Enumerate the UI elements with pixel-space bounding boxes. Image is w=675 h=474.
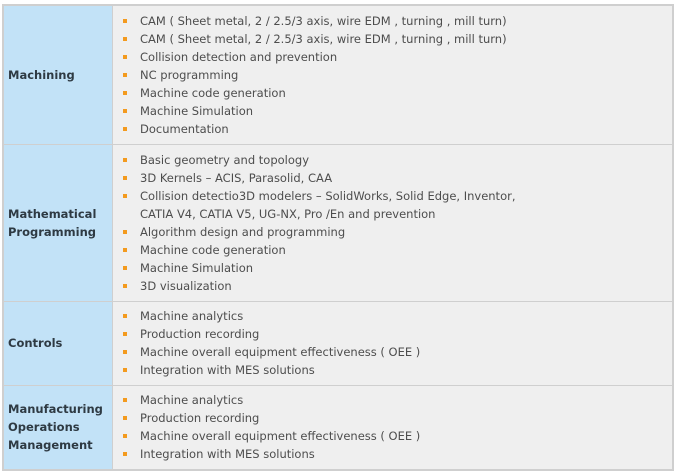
- item-text: NC programming: [140, 68, 239, 83]
- square-bullet-icon: [123, 314, 127, 318]
- category-cell-manufacturing-operations-management: [4, 386, 112, 469]
- list-item: [119, 325, 672, 343]
- services-table: [3, 5, 673, 470]
- square-bullet-icon: [123, 176, 127, 180]
- list-item: [119, 409, 672, 427]
- category-label: Mathematical: [8, 206, 97, 221]
- square-bullet-icon: [123, 127, 127, 131]
- item-text: CAM ( Sheet metal, 2 / 2.5/3 axis, wire EDM , turning , mill turn): [140, 32, 507, 47]
- square-bullet-icon: [123, 19, 127, 23]
- item-text: Machine code generation: [140, 86, 286, 101]
- square-bullet-icon: [123, 37, 127, 41]
- item-text-continued: CATIA V4, CATIA V5, UG-NX, Pro /En and prevention: [140, 206, 436, 221]
- item-text: 3D Kernels – ACIS, Parasolid, CAA: [140, 170, 333, 185]
- item-list: [119, 12, 672, 138]
- list-item: [119, 169, 672, 187]
- item-list: [119, 307, 672, 379]
- category-label: Controls: [8, 336, 63, 351]
- square-bullet-icon: [123, 332, 127, 336]
- items-cell-manufacturing-operations-management: [113, 386, 672, 469]
- item-text: Machine analytics: [140, 309, 244, 324]
- square-bullet-icon: [123, 398, 127, 402]
- square-bullet-icon: [123, 91, 127, 95]
- square-bullet-icon: [123, 230, 127, 234]
- item-text: Integration with MES solutions: [140, 447, 315, 462]
- table-row-manufacturing-operations-management: [4, 386, 672, 469]
- square-bullet-icon: [123, 368, 127, 372]
- items-cell-machining: [113, 6, 672, 144]
- category-label: Operations: [8, 420, 80, 435]
- square-bullet-icon: [123, 266, 127, 270]
- list-item: [119, 66, 672, 84]
- item-text: Production recording: [140, 327, 260, 342]
- list-item: [119, 151, 672, 169]
- category-cell-machining: [4, 6, 112, 144]
- category-cell-mathematical-programming: [4, 145, 112, 300]
- item-text: Machine overall equipment effectiveness ( OEE ): [140, 345, 421, 360]
- list-item: [119, 427, 672, 445]
- square-bullet-icon: [123, 194, 127, 198]
- item-text: Machine Simulation: [140, 260, 254, 275]
- item-text: Collision detectio3D modelers – SolidWorks, Solid Edge, Inventor,: [140, 188, 516, 203]
- item-text: Algorithm design and programming: [140, 224, 346, 239]
- category-label: Management: [8, 438, 93, 453]
- item-text: Basic geometry and topology: [140, 152, 309, 167]
- table-row-controls: [4, 302, 672, 385]
- items-cell-controls: [113, 302, 672, 385]
- item-text: Collision detection and prevention: [140, 50, 338, 65]
- square-bullet-icon: [123, 416, 127, 420]
- square-bullet-icon: [123, 109, 127, 113]
- list-item: [119, 277, 672, 295]
- square-bullet-icon: [123, 434, 127, 438]
- item-list: [119, 151, 672, 295]
- square-bullet-icon: [123, 55, 127, 59]
- item-text: Production recording: [140, 411, 260, 426]
- square-bullet-icon: [123, 452, 127, 456]
- item-text: Machine analytics: [140, 393, 244, 408]
- item-text: Integration with MES solutions: [140, 363, 315, 378]
- list-item: [119, 241, 672, 259]
- square-bullet-icon: [123, 73, 127, 77]
- item-text: Machine overall equipment effectiveness ( OEE ): [140, 429, 421, 444]
- list-item: [119, 343, 672, 361]
- item-text: Machine code generation: [140, 242, 286, 257]
- square-bullet-icon: [123, 284, 127, 288]
- square-bullet-icon: [123, 158, 127, 162]
- table-row-mathematical-programming: [4, 145, 672, 300]
- category-label: Programming: [8, 224, 96, 239]
- list-item: [119, 120, 672, 138]
- list-item: [119, 391, 672, 409]
- square-bullet-icon: [123, 248, 127, 252]
- category-label: Manufacturing: [8, 402, 103, 417]
- list-item: [119, 48, 672, 66]
- item-text: Machine Simulation: [140, 104, 254, 119]
- list-item: [119, 84, 672, 102]
- category-cell-controls: [4, 302, 112, 385]
- list-item: [119, 223, 672, 241]
- list-item: [119, 102, 672, 120]
- list-item: [119, 259, 672, 277]
- table-row-machining: [4, 6, 672, 144]
- items-cell-mathematical-programming: [113, 145, 672, 300]
- item-text: CAM ( Sheet metal, 2 / 2.5/3 axis, wire EDM , turning , mill turn): [140, 14, 507, 29]
- item-text: 3D visualization: [140, 278, 232, 293]
- list-item: [119, 307, 672, 325]
- list-item: [119, 12, 672, 30]
- list-item: [119, 187, 672, 223]
- square-bullet-icon: [123, 350, 127, 354]
- list-item: [119, 361, 672, 379]
- list-item: [119, 30, 672, 48]
- list-item: [119, 445, 672, 463]
- item-text: Documentation: [140, 122, 229, 137]
- category-label: Machining: [8, 68, 75, 83]
- services-table-container: [2, 4, 674, 471]
- item-list: [119, 391, 672, 463]
